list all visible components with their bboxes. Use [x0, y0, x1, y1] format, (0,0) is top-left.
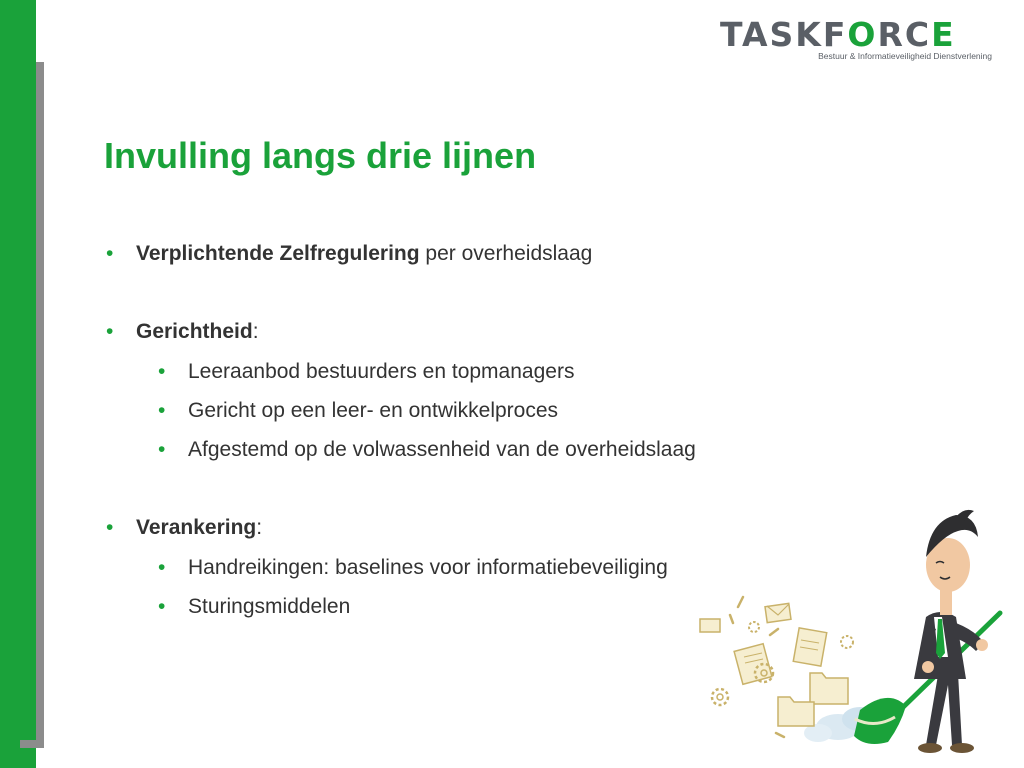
left-accent-bar	[0, 0, 36, 768]
man-sweeping	[914, 510, 988, 753]
taskforce-logo	[720, 16, 1000, 66]
sub-bullet-dot: •	[158, 438, 166, 461]
bullet-dot: •	[106, 320, 114, 343]
sub-bullet-dot: •	[158, 360, 166, 383]
sub-bullet-item: Afgestemd op de volwassenheid van de overheidslaag	[188, 438, 696, 461]
sub-bullet-dot: •	[158, 399, 166, 422]
bullet-zelfregulering: Verplichtende Zelfregulering per overheidslaag	[136, 242, 593, 265]
gear-icon	[749, 622, 759, 632]
folder-icon	[778, 697, 814, 726]
left-shadow-bar	[36, 62, 44, 748]
bullet-dot: •	[106, 242, 114, 265]
card-icon	[700, 619, 720, 632]
bullet-verankering: Verankering:	[136, 516, 263, 539]
bullet-gerichtheid: Gerichtheid:	[136, 320, 259, 343]
sweeping-man-illustration	[690, 505, 1010, 760]
slide-title: Invulling langs drie lijnen	[104, 135, 537, 176]
logo-tagline: Bestuur & Informatieveiligheid Dienstverlening	[818, 51, 992, 61]
gear-icon	[841, 636, 853, 648]
bullet-dot: •	[106, 516, 114, 539]
folder-icon	[810, 673, 848, 704]
sub-bullet-item: Handreikingen: baselines voor informatiebeveiliging	[188, 556, 668, 579]
envelope-icon	[765, 603, 791, 622]
left-shadow-foot	[20, 740, 44, 748]
logo-wordmark: TASKFORCE	[720, 15, 956, 54]
document-icon	[793, 628, 826, 666]
sub-bullet-item: Gericht op een leer- en ontwikkelproces	[188, 399, 559, 422]
gear-icon	[712, 689, 728, 705]
sub-bullet-item: Sturingsmiddelen	[188, 595, 351, 618]
sub-bullet-dot: •	[158, 595, 166, 618]
sub-bullet-dot: •	[158, 556, 166, 579]
sub-bullet-item: Leeraanbod bestuurders en topmanagers	[188, 360, 575, 383]
